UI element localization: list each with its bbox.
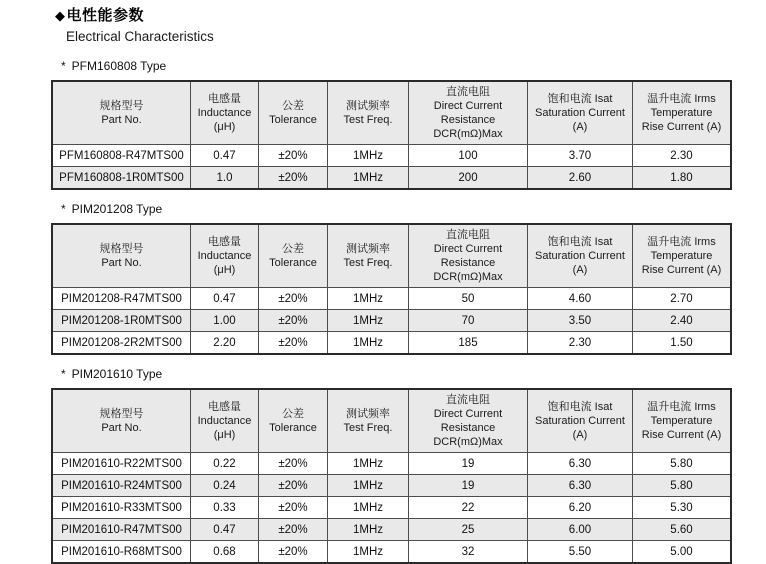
value-cell-dcr: 185 — [409, 332, 528, 355]
value-cell-irms: 2.70 — [633, 288, 732, 310]
column-header-line: Inductance — [197, 415, 252, 427]
value-cell-dcr: 25 — [409, 519, 528, 541]
value-cell-dcr: 22 — [409, 497, 528, 519]
column-header-line: Part No. — [101, 257, 142, 269]
value-cell-tolerance: ±20% — [259, 475, 328, 497]
part-no-cell: PIM201208-R47MTS00 — [52, 288, 191, 310]
value-cell-irms: 5.00 — [633, 541, 732, 564]
asterisk-bullet: * — [61, 367, 66, 381]
table-body — [52, 288, 731, 355]
column-header-line: Temperature — [650, 107, 713, 119]
column-header-line: 规格型号 — [99, 408, 144, 420]
column-header-irms — [633, 224, 732, 288]
value-cell-inductance: 0.68 — [191, 541, 259, 564]
value-cell-dcr: 50 — [409, 288, 528, 310]
column-header-line: Part No. — [101, 422, 142, 434]
table-row — [52, 167, 731, 190]
column-header-dcr — [409, 81, 528, 145]
section-title-en: Electrical Characteristics — [66, 29, 214, 44]
part-no-cell: PIM201208-1R0MTS00 — [52, 310, 191, 332]
value-cell-isat: 6.20 — [528, 497, 633, 519]
value-cell-irms: 5.60 — [633, 519, 732, 541]
column-header-line: Rise Current (A) — [641, 429, 722, 441]
table-row — [52, 541, 731, 564]
part-no-cell: PIM201208-2R2MTS00 — [52, 332, 191, 355]
value-cell-inductance: 0.47 — [191, 519, 259, 541]
pim201610-section — [51, 367, 766, 564]
value-cell-inductance: 0.47 — [191, 145, 259, 167]
part-no-cell: PFM160808-1R0MTS00 — [52, 167, 191, 190]
value-cell-isat: 2.30 — [528, 332, 633, 355]
value-cell-test-freq: 1MHz — [328, 475, 409, 497]
value-cell-inductance: 0.33 — [191, 497, 259, 519]
column-header-irms — [633, 81, 732, 145]
value-cell-isat: 5.50 — [528, 541, 633, 564]
column-header-line: Saturation Current — [535, 250, 625, 262]
table-title-text: PIM201610 Type — [71, 367, 163, 381]
column-header-line: (μH) — [213, 121, 236, 133]
column-header-dcr — [409, 389, 528, 453]
table-body — [52, 145, 731, 190]
value-cell-dcr: 200 — [409, 167, 528, 190]
value-cell-isat: 2.60 — [528, 167, 633, 190]
asterisk-bullet: * — [61, 202, 66, 216]
value-cell-test-freq: 1MHz — [328, 332, 409, 355]
table-title-pfm160808 — [61, 59, 766, 74]
value-cell-inductance: 0.24 — [191, 475, 259, 497]
value-cell-test-freq: 1MHz — [328, 519, 409, 541]
column-header-line: (μH) — [213, 429, 236, 441]
page-header — [51, 5, 766, 47]
column-header-line: 电感量 — [208, 93, 241, 105]
table-title-pim201610 — [61, 367, 766, 382]
value-cell-inductance: 1.0 — [191, 167, 259, 190]
column-header-line: 规格型号 — [99, 100, 144, 112]
part-no-cell: PIM201610-R22MTS00 — [52, 453, 191, 475]
pim201610-spec-table — [51, 388, 732, 564]
table-title-pim201208 — [61, 202, 766, 217]
value-cell-test-freq: 1MHz — [328, 497, 409, 519]
pfm160808-section — [51, 59, 766, 190]
value-cell-dcr: 32 — [409, 541, 528, 564]
value-cell-inductance: 0.22 — [191, 453, 259, 475]
value-cell-tolerance: ±20% — [259, 541, 328, 564]
column-header-line: 测试频率 — [346, 243, 390, 255]
value-cell-isat: 6.30 — [528, 475, 633, 497]
value-cell-tolerance: ±20% — [259, 519, 328, 541]
part-no-cell: PIM201610-R24MTS00 — [52, 475, 191, 497]
column-header-line: Rise Current (A) — [641, 121, 722, 133]
pim201208-section — [51, 202, 766, 355]
column-header-line: 测试频率 — [346, 100, 390, 112]
column-header-line: (A) — [572, 264, 588, 276]
column-header-isat — [528, 389, 633, 453]
column-header-line: Part No. — [101, 114, 142, 126]
value-cell-tolerance: ±20% — [259, 453, 328, 475]
column-header-irms — [633, 389, 732, 453]
part-no-cell: PIM201610-R68MTS00 — [52, 541, 191, 564]
column-header-test-freq — [328, 224, 409, 288]
value-cell-tolerance: ±20% — [259, 167, 328, 190]
column-header-tolerance — [259, 81, 328, 145]
value-cell-inductance: 1.00 — [191, 310, 259, 332]
value-cell-tolerance: ±20% — [259, 332, 328, 355]
column-header-line: (A) — [572, 429, 588, 441]
part-no-cell: PIM201610-R33MTS00 — [52, 497, 191, 519]
value-cell-isat: 3.70 — [528, 145, 633, 167]
value-cell-irms: 5.30 — [633, 497, 732, 519]
table-row — [52, 475, 731, 497]
column-header-line: (μH) — [213, 264, 236, 276]
column-header-line: Test Freq. — [343, 422, 393, 434]
column-header-line: 饱和电流 Isat — [547, 93, 613, 105]
column-header-line: 公差 — [282, 408, 304, 420]
column-header-line: Tolerance — [269, 114, 317, 126]
column-header-line: Tolerance — [269, 257, 317, 269]
table-body — [52, 453, 731, 564]
value-cell-test-freq: 1MHz — [328, 145, 409, 167]
value-cell-tolerance: ±20% — [259, 145, 328, 167]
value-cell-isat: 6.30 — [528, 453, 633, 475]
column-header-inductance — [191, 224, 259, 288]
part-no-cell: PFM160808-R47MTS00 — [52, 145, 191, 167]
column-header-isat — [528, 81, 633, 145]
value-cell-test-freq: 1MHz — [328, 167, 409, 190]
table-row — [52, 453, 731, 475]
column-header-line: 电感量 — [208, 401, 241, 413]
value-cell-tolerance: ±20% — [259, 288, 328, 310]
column-header-line: 电感量 — [208, 236, 241, 248]
column-header-line: Direct Current Resistance — [433, 408, 503, 434]
value-cell-irms: 1.80 — [633, 167, 732, 190]
column-header-part-no — [52, 224, 191, 288]
table-header — [52, 81, 731, 145]
column-header-line: Temperature — [650, 250, 713, 262]
value-cell-test-freq: 1MHz — [328, 310, 409, 332]
value-cell-tolerance: ±20% — [259, 310, 328, 332]
value-cell-dcr: 19 — [409, 453, 528, 475]
column-header-inductance — [191, 389, 259, 453]
section-title-zh — [55, 5, 766, 26]
column-header-line: 温升电流 Irms — [647, 93, 716, 105]
column-header-tolerance — [259, 389, 328, 453]
column-header-line: Saturation Current — [535, 415, 625, 427]
table-title-text: PIM201208 Type — [71, 202, 163, 216]
table-title-text: PFM160808 Type — [71, 59, 167, 73]
column-header-line: Test Freq. — [343, 114, 393, 126]
column-header-line: 直流电阻 — [446, 229, 490, 241]
value-cell-irms: 1.50 — [633, 332, 732, 355]
value-cell-irms: 2.30 — [633, 145, 732, 167]
pim201208-spec-table — [51, 223, 732, 355]
column-header-line: Direct Current Resistance — [433, 243, 503, 269]
value-cell-test-freq: 1MHz — [328, 541, 409, 564]
value-cell-dcr: 70 — [409, 310, 528, 332]
value-cell-test-freq: 1MHz — [328, 453, 409, 475]
column-header-line: 直流电阻 — [446, 394, 490, 406]
column-header-line: 公差 — [282, 243, 304, 255]
header-row — [52, 81, 731, 145]
column-header-isat — [528, 224, 633, 288]
column-header-line: Direct Current Resistance — [433, 100, 503, 126]
column-header-line: DCR(mΩ)Max — [433, 436, 503, 448]
column-header-line: Tolerance — [269, 422, 317, 434]
column-header-line: 规格型号 — [99, 243, 144, 255]
column-header-line: Rise Current (A) — [641, 264, 722, 276]
column-header-line: 饱和电流 Isat — [547, 236, 613, 248]
column-header-line: 直流电阻 — [446, 86, 490, 98]
column-header-line: 温升电流 Irms — [647, 236, 716, 248]
value-cell-inductance: 0.47 — [191, 288, 259, 310]
part-no-cell: PIM201610-R47MTS00 — [52, 519, 191, 541]
table-header — [52, 389, 731, 453]
asterisk-bullet: * — [61, 59, 66, 73]
value-cell-dcr: 100 — [409, 145, 528, 167]
column-header-line: DCR(mΩ)Max — [433, 271, 503, 283]
header-row — [52, 389, 731, 453]
column-header-line: 测试频率 — [346, 408, 390, 420]
column-header-line: 饱和电流 Isat — [547, 401, 613, 413]
table-row — [52, 288, 731, 310]
table-row — [52, 145, 731, 167]
column-header-line: Inductance — [197, 107, 252, 119]
table-header — [52, 224, 731, 288]
column-header-line: Test Freq. — [343, 257, 393, 269]
column-header-test-freq — [328, 389, 409, 453]
value-cell-irms: 5.80 — [633, 453, 732, 475]
table-row — [52, 310, 731, 332]
value-cell-test-freq: 1MHz — [328, 288, 409, 310]
column-header-line: (A) — [572, 121, 588, 133]
column-header-dcr — [409, 224, 528, 288]
value-cell-isat: 3.50 — [528, 310, 633, 332]
value-cell-isat: 6.00 — [528, 519, 633, 541]
header-row — [52, 224, 731, 288]
value-cell-irms: 5.80 — [633, 475, 732, 497]
column-header-inductance — [191, 81, 259, 145]
diamond-bullet-icon: ◆ — [55, 8, 66, 23]
column-header-part-no — [52, 389, 191, 453]
column-header-line: Saturation Current — [535, 107, 625, 119]
table-row — [52, 497, 731, 519]
section-title-zh-text: 电性能参数 — [66, 7, 145, 24]
value-cell-isat: 4.60 — [528, 288, 633, 310]
value-cell-inductance: 2.20 — [191, 332, 259, 355]
column-header-line: DCR(mΩ)Max — [433, 128, 503, 140]
column-header-tolerance — [259, 224, 328, 288]
column-header-test-freq — [328, 81, 409, 145]
value-cell-dcr: 19 — [409, 475, 528, 497]
column-header-line: 公差 — [282, 100, 304, 112]
value-cell-tolerance: ±20% — [259, 497, 328, 519]
column-header-line: 温升电流 Irms — [647, 401, 716, 413]
column-header-line: Temperature — [650, 415, 713, 427]
table-row — [52, 519, 731, 541]
value-cell-irms: 2.40 — [633, 310, 732, 332]
column-header-part-no — [52, 81, 191, 145]
pfm160808-spec-table — [51, 80, 732, 190]
table-row — [52, 332, 731, 355]
column-header-line: Inductance — [197, 250, 252, 262]
